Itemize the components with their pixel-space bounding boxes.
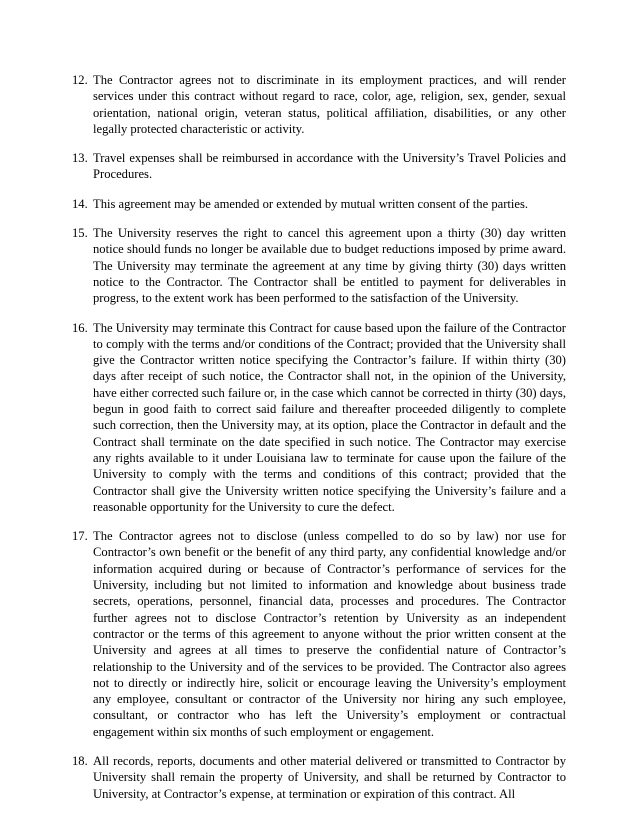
- clause-number: 14.: [72, 196, 88, 211]
- clause-text: This agreement may be amended or extended by mutual written consent of the parties.: [93, 196, 529, 211]
- clause-item: [72, 320, 566, 516]
- clause-text: The Contractor agrees not to disclose (unless compelled to do so by law) nor use for Contractor’s own benefit or the benefit of any third party, any confidential knowledge and/or information acquired during or because of Contractor’s performance of services for the University, including but not limited to information and knowledge about business trade secrets, operations, personnel, financial data, processes and procedures. The Contractor further agrees not to disclose Contractor’s retention by University as an independent contractor or the terms of this agreement to anyone without the prior written consent at the University and agrees at all times to preserve the confidential nature of Contractor’s relationship to the University and of the services to be provided. The Contractor also agrees not to directly or indirectly hire, solicit or encourage leaving the University’s employment any employee, consultant or contractor of the University nor hiring any such employee, consultant, or contractor who has left the University’s employment or contractual engagement within six months of such employment or engagement.: [93, 529, 566, 739]
- clause-text: The University reserves the right to cancel this agreement upon a thirty (30) day written notice should funds no longer be available due to budget reductions imposed by prime award. The University may terminate the agreement at any time by giving thirty (30) days written notice to the Contractor. The Contractor shall be entitled to payment for deliverables in progress, to the extent work has been performed to the satisfaction of the University.: [93, 226, 566, 306]
- clause-item: [72, 528, 566, 740]
- clause-text: The University may terminate this Contract for cause based upon the failure of the Contractor to comply with the terms and/or conditions of the Contract; provided that the University shall give the Contractor written notice specifying the Contractor’s failure. If within thirty (30) days after receipt of such notice, the Contractor shall not, in the opinion of the University, have either corrected such failure or, in the case which cannot be corrected in thirty (30) days, begun in good faith to correct said failure and thereafter proceeded diligently to complete such correction, then the University may, at its option, place the Contractor in default and the Contract shall terminate on the date specified in such notice. The Contractor may exercise any rights available to it under Louisiana law to terminate for cause upon the failure of the University to comply with the terms and conditions of this contract; provided that the Contractor shall give the University written notice specifying the University’s failure and a reasonable opportunity for the University to cure the defect.: [93, 320, 566, 514]
- clause-number: 16.: [72, 320, 88, 335]
- clause-text: All records, reports, documents and other material delivered or transmitted to Contractor by University shall remain the property of University, and shall be returned by Contractor to University, at Contractor’s expense, at termination or expiration of this contract. All: [93, 753, 566, 801]
- clause-number: 17.: [72, 529, 88, 544]
- clause-number: 18.: [72, 753, 88, 768]
- clause-number: 13.: [72, 151, 88, 166]
- clause-item: [72, 150, 566, 183]
- clause-text: The Contractor agrees not to discriminate in its employment practices, and will render services under this contract without regard to race, color, age, religion, sex, gender, sexual orientation, national origin, veteran status, political affiliation, disabilities, or any other legally protected characteristic or activity.: [93, 73, 566, 136]
- clause-number: 12.: [72, 73, 88, 87]
- clause-number: 15.: [72, 226, 88, 241]
- clause-item: [72, 753, 566, 802]
- clause-item: [72, 225, 566, 306]
- clause-list: [72, 72, 566, 815]
- clause-text: Travel expenses shall be reimbursed in accordance with the University’s Travel Policies and Procedures.: [93, 151, 566, 182]
- clause-item: [72, 196, 566, 212]
- clause-item: [72, 72, 566, 137]
